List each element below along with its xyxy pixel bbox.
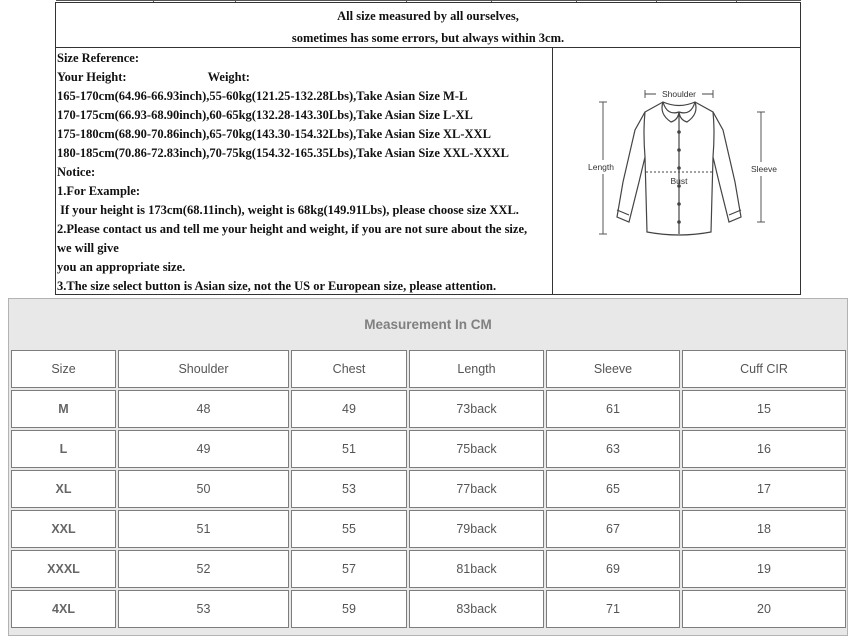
cell-chest: 51 [291, 430, 407, 468]
ref-line: 165-170cm(64.96-66.93inch),55-60kg(121.25-132.28Lbs),Take Asian Size M-L [57, 89, 468, 103]
cell-shoulder: 48 [118, 390, 289, 428]
length-label: Length [588, 162, 614, 172]
cell-shoulder: 51 [118, 510, 289, 548]
sleeve-label: Sleeve [751, 164, 777, 174]
cell-size: XXL [11, 510, 116, 548]
header-sleeve: Sleeve [546, 350, 680, 388]
cell-size: 4XL [11, 590, 116, 628]
cell-length: 79back [409, 510, 544, 548]
cell-size: L [11, 430, 116, 468]
cell-cuff-cir: 17 [682, 470, 846, 508]
ref-line: 1.For Example: [57, 184, 141, 198]
notice-line-2: sometimes has some errors, but always within 3cm. [291, 31, 565, 45]
cell-length: 75back [409, 430, 544, 468]
table-title: Measurement In CM [364, 317, 492, 332]
cell-cuff-cir: 16 [682, 430, 846, 468]
shoulder-label: Shoulder [661, 89, 697, 99]
cell-chest: 57 [291, 550, 407, 588]
cell-sleeve: 69 [546, 550, 680, 588]
cell-sleeve: 61 [546, 390, 680, 428]
ref-line: 175-180cm(68.90-70.86inch),65-70kg(143.30-154.32Lbs),Take Asian Size XL-XXL [57, 127, 491, 141]
ref-line: Your Height: Weight: [57, 70, 250, 84]
cell-cuff-cir: 18 [682, 510, 846, 548]
cell-length: 81back [409, 550, 544, 588]
cell-cuff-cir: 20 [682, 590, 846, 628]
cell-size: XL [11, 470, 116, 508]
cell-shoulder: 50 [118, 470, 289, 508]
header-chest: Chest [291, 350, 407, 388]
ref-line: 170-175cm(66.93-68.90inch),60-65kg(132.28-143.30Lbs),Take Asian Size L-XL [57, 108, 473, 122]
cell-size: XXXL [11, 550, 116, 588]
cell-length: 83back [409, 590, 544, 628]
cell-length: 77back [409, 470, 544, 508]
shirt-measurement-diagram [553, 48, 801, 294]
cell-length: 73back [409, 390, 544, 428]
cell-chest: 55 [291, 510, 407, 548]
cell-shoulder: 52 [118, 550, 289, 588]
cell-sleeve: 67 [546, 510, 680, 548]
cell-chest: 53 [291, 470, 407, 508]
cell-chest: 49 [291, 390, 407, 428]
ref-line: 3.The size select button is Asian size, not the US or European size, please attention. [57, 279, 497, 293]
size-reference-box [55, 48, 801, 295]
size-reference-text [56, 48, 553, 294]
header-shoulder: Shoulder [118, 350, 289, 388]
cell-shoulder: 49 [118, 430, 289, 468]
cell-size: M [11, 390, 116, 428]
ref-line: you an appropriate size. [57, 260, 186, 274]
header-size: Size [11, 350, 116, 388]
measurement-notice [55, 2, 801, 48]
header-length: Length [409, 350, 544, 388]
cell-sleeve: 71 [546, 590, 680, 628]
ref-line: If your height is 173cm(68.11inch), weight is 68kg(149.91Lbs), please choose size XXL. [57, 203, 519, 217]
ref-line: we will give [57, 241, 119, 255]
cell-shoulder: 53 [118, 590, 289, 628]
ref-line: Size Reference: [57, 51, 140, 65]
cell-sleeve: 63 [546, 430, 680, 468]
notice-line-1: All size measured by all ourselves, [337, 9, 519, 23]
measurement-table [8, 298, 848, 636]
cell-sleeve: 65 [546, 470, 680, 508]
cell-chest: 59 [291, 590, 407, 628]
ref-line: 2.Please contact us and tell me your height and weight, if you are not sure about the size, [57, 222, 528, 236]
cell-cuff-cir: 19 [682, 550, 846, 588]
ref-line: Notice: [57, 165, 96, 179]
bust-label: Bust [670, 176, 688, 186]
header-cuff-cir: Cuff CIR [682, 350, 846, 388]
shirt-icon [583, 82, 783, 252]
cell-cuff-cir: 15 [682, 390, 846, 428]
ref-line: 180-185cm(70.86-72.83inch),70-75kg(154.32-165.35Lbs),Take Asian Size XXL-XXXL [57, 146, 509, 160]
